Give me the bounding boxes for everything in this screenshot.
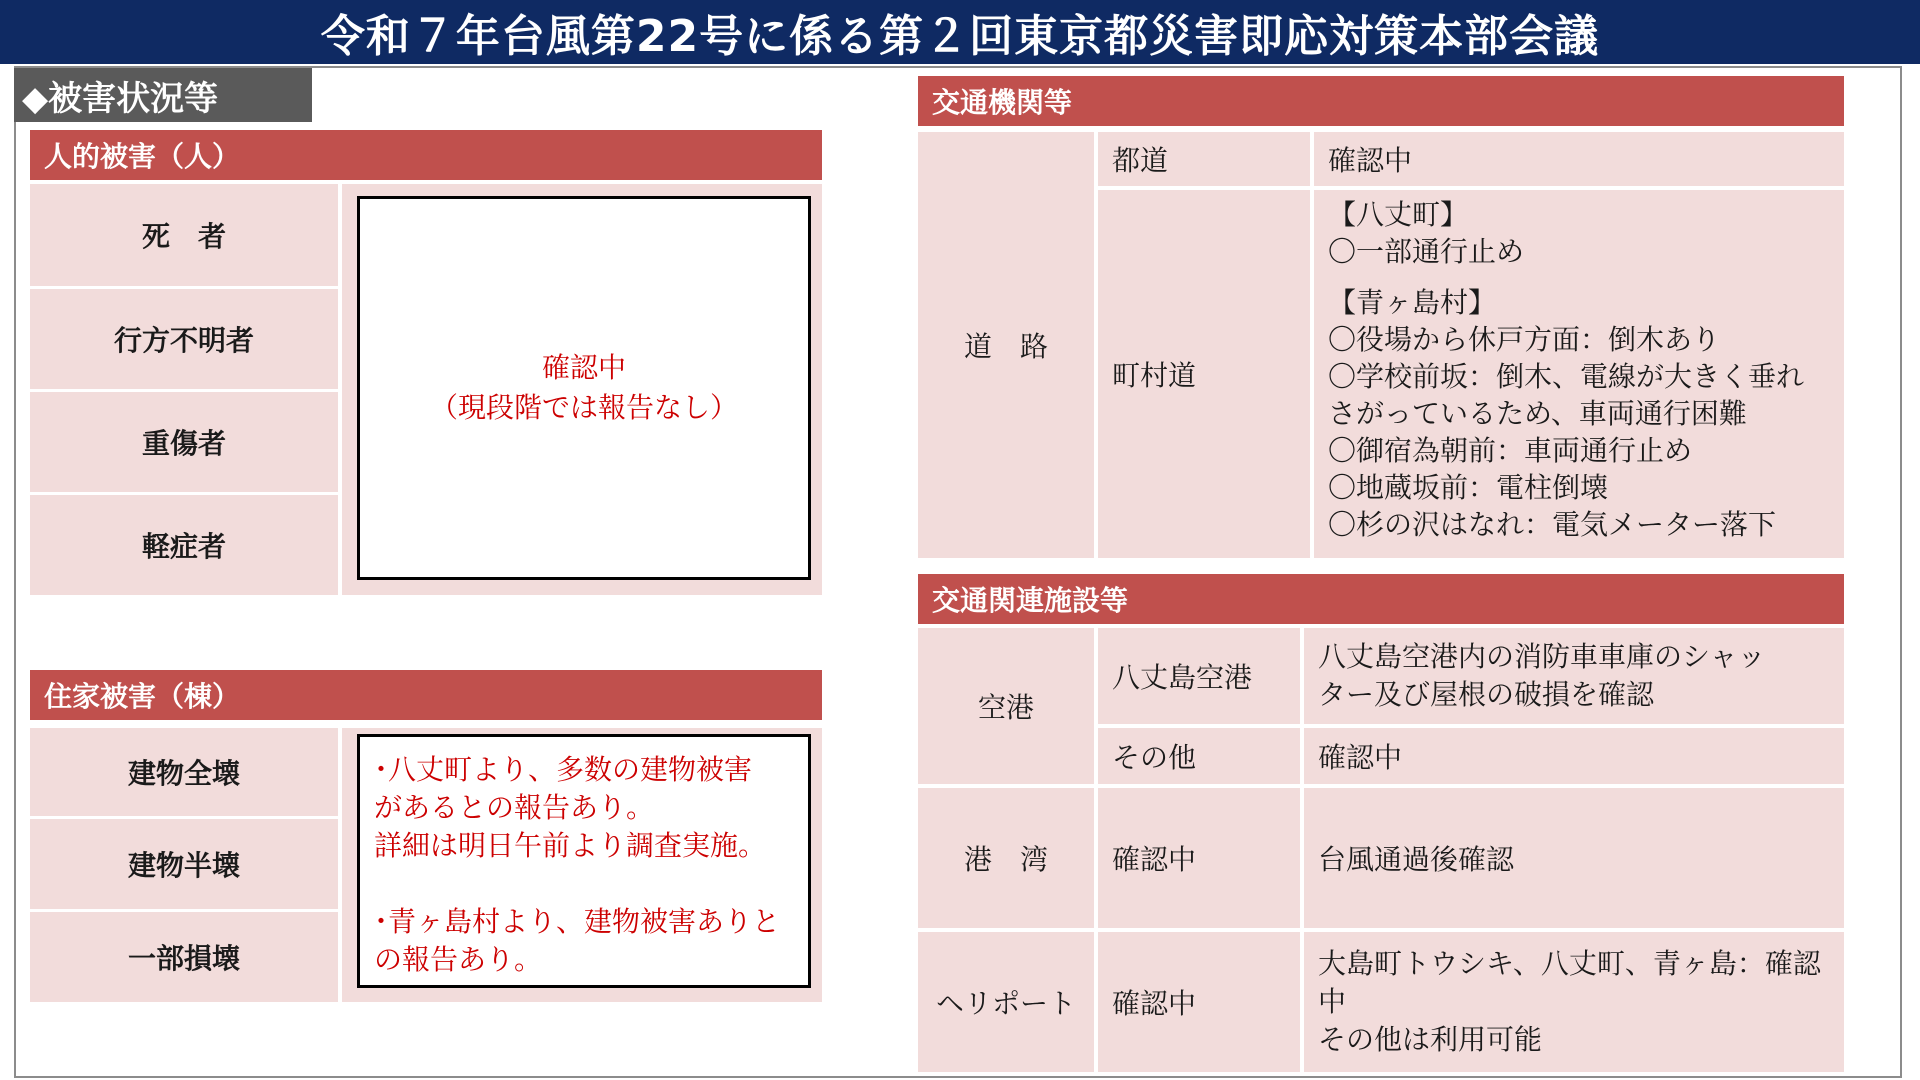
metro-road-label: 都道 [1098,132,1310,186]
town-road-label: 町村道 [1098,190,1310,558]
hachijo-airport-label: 八丈島空港 [1098,628,1300,724]
aogashima-heading: 【青ヶ島村】 [1328,286,1497,319]
page-title: 令和７年台風第22号に係る第２回東京都災害即応対策本部会議 [0,0,1920,64]
human-status-line2: （現段階では報告なし） [429,391,738,424]
section-label: ◆被害状況等 [14,68,312,122]
human-row-missing: 行方不明者 [30,289,338,389]
housing-row-total: 建物全壊 [30,728,338,816]
human-damage-header: 人的被害（人） [30,130,822,180]
housing-note-line: ･青ヶ島村より、建物被害ありと [374,905,781,938]
aogashima-item: 〇学校前坂：倒木、電線が大きく垂れ [1328,360,1805,393]
hachijo-heading: 【八丈町】 [1328,198,1469,231]
aogashima-item: 〇御宿為朝前：車両通行止め [1328,434,1693,467]
airport-label: 空港 [918,628,1094,784]
human-row-minor: 軽症者 [30,495,338,595]
road-label: 道 路 [918,132,1094,558]
aogashima-item: 〇杉の沢はなれ：電気メーター落下 [1328,508,1777,541]
heliport-text: その他は利用可能 [1318,1023,1543,1056]
human-status-box [357,196,811,580]
housing-note-line: の報告あり。 [374,943,543,976]
housing-row-partial: 一部損壊 [30,912,338,1002]
other-airport-label: その他 [1098,728,1300,784]
other-airport-status: 確認中 [1304,728,1844,784]
human-row-serious: 重傷者 [30,392,338,492]
hachijo-airport-detail [1304,628,1844,724]
aogashima-item: さがっているため、車両通行困難 [1328,397,1747,430]
port-detail: 台風通過後確認 [1304,788,1844,928]
facilities-header: 交通関連施設等 [918,574,1844,624]
hachijo-airport-text: 八丈島空港内の消防車車庫のシャッ [1318,640,1766,673]
human-row-deaths: 死 者 [30,184,338,286]
housing-note-line: があるとの報告あり。 [374,791,655,824]
metro-road-status: 確認中 [1314,132,1844,186]
housing-row-half: 建物半壊 [30,819,338,909]
hachijo-item: 〇一部通行止め [1328,235,1525,268]
housing-note-line: 詳細は明日午前より調査実施。 [374,829,767,862]
heliport-text: 大島町トウシキ、八丈町、青ヶ島：確認中 [1318,947,1821,1018]
aogashima-item: 〇役場から休戸方面：倒木あり [1328,323,1721,356]
housing-damage-header: 住家被害（棟） [30,670,822,720]
aogashima-item: 〇地蔵坂前：電柱倒壊 [1328,471,1609,504]
heliport-status: 確認中 [1098,932,1300,1072]
housing-note-box [357,734,811,988]
hachijo-airport-text: ター及び屋根の破損を確認 [1318,678,1655,711]
human-status-line1: 確認中 [541,351,626,384]
port-label: 港 湾 [918,788,1094,928]
transport-header: 交通機関等 [918,76,1844,126]
heliport-detail [1304,932,1844,1072]
housing-note-line: ･八丈町より、多数の建物被害 [374,753,753,786]
heliport-label: ヘリポート [918,932,1094,1072]
town-road-details [1314,190,1844,558]
port-status: 確認中 [1098,788,1300,928]
